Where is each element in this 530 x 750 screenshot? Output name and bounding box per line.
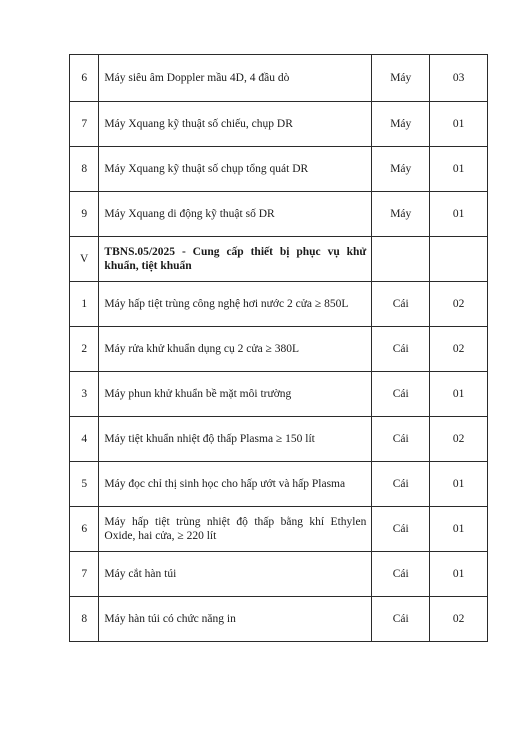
equipment-name: Máy Xquang di động kỹ thuật số DR	[99, 192, 372, 237]
quantity-cell: 02	[430, 417, 488, 462]
quantity-cell	[430, 237, 488, 282]
quantity-cell: 01	[430, 462, 488, 507]
unit-cell: Cái	[372, 507, 430, 552]
row-number: 8	[70, 597, 99, 642]
unit-cell: Cái	[372, 552, 430, 597]
row-number: 8	[70, 147, 99, 192]
table-row	[70, 282, 488, 327]
table-row	[70, 597, 488, 642]
row-number: 3	[70, 372, 99, 417]
section-title: TBNS.05/2025 - Cung cấp thiết bị phục vụ khử khuẩn, tiệt khuẩn	[99, 237, 372, 282]
equipment-name: Máy đọc chỉ thị sinh học cho hấp ướt và hấp Plasma	[99, 462, 372, 507]
unit-cell: Cái	[372, 417, 430, 462]
equipment-name: Máy rửa khử khuẩn dụng cụ 2 cửa ≥ 380L	[99, 327, 372, 372]
quantity-cell: 01	[430, 192, 488, 237]
equipment-name: Máy Xquang kỹ thuật số chiếu, chụp DR	[99, 102, 372, 147]
row-number: 6	[70, 507, 99, 552]
equipment-name: Máy hấp tiệt trùng công nghệ hơi nước 2 cửa ≥ 850L	[99, 282, 372, 327]
unit-cell: Cái	[372, 282, 430, 327]
equipment-name: Máy cắt hàn túi	[99, 552, 372, 597]
row-number: 7	[70, 552, 99, 597]
quantity-cell: 01	[430, 552, 488, 597]
quantity-cell: 02	[430, 282, 488, 327]
table-row	[70, 192, 488, 237]
quantity-cell: 01	[430, 372, 488, 417]
unit-cell	[372, 237, 430, 282]
quantity-cell: 01	[430, 102, 488, 147]
row-number: 4	[70, 417, 99, 462]
table-row	[70, 55, 488, 102]
row-number: 1	[70, 282, 99, 327]
unit-cell: Cái	[372, 597, 430, 642]
table-row	[70, 552, 488, 597]
table-row	[70, 372, 488, 417]
row-number: 2	[70, 327, 99, 372]
unit-cell: Cái	[372, 372, 430, 417]
unit-cell: Cái	[372, 462, 430, 507]
unit-cell: Máy	[372, 192, 430, 237]
equipment-name: Máy phun khử khuẩn bề mặt môi trường	[99, 372, 372, 417]
row-number: 9	[70, 192, 99, 237]
unit-cell: Máy	[372, 55, 430, 102]
row-number: 5	[70, 462, 99, 507]
quantity-cell: 01	[430, 147, 488, 192]
quantity-cell: 01	[430, 507, 488, 552]
unit-cell: Cái	[372, 327, 430, 372]
table-row	[70, 507, 488, 552]
section-row	[70, 237, 488, 282]
unit-cell: Máy	[372, 102, 430, 147]
equipment-name: Máy hấp tiệt trùng nhiệt độ thấp bằng khí Ethylen Oxide, hai cửa, ≥ 220 lít	[99, 507, 372, 552]
section-number: V	[70, 237, 99, 282]
table-row	[70, 147, 488, 192]
equipment-name: Máy siêu âm Doppler mầu 4D, 4 đầu dò	[99, 55, 372, 102]
table-row	[70, 102, 488, 147]
quantity-cell: 02	[430, 327, 488, 372]
equipment-name: Máy tiệt khuẩn nhiệt độ thấp Plasma ≥ 150 lít	[99, 417, 372, 462]
row-number: 7	[70, 102, 99, 147]
table-row	[70, 417, 488, 462]
row-number: 6	[70, 55, 99, 102]
equipment-name: Máy Xquang kỹ thuật số chụp tổng quát DR	[99, 147, 372, 192]
unit-cell: Máy	[372, 147, 430, 192]
table-row	[70, 462, 488, 507]
equipment-name: Máy hàn túi có chức năng in	[99, 597, 372, 642]
equipment-table	[69, 54, 488, 642]
quantity-cell: 02	[430, 597, 488, 642]
quantity-cell: 03	[430, 55, 488, 102]
table-row	[70, 327, 488, 372]
